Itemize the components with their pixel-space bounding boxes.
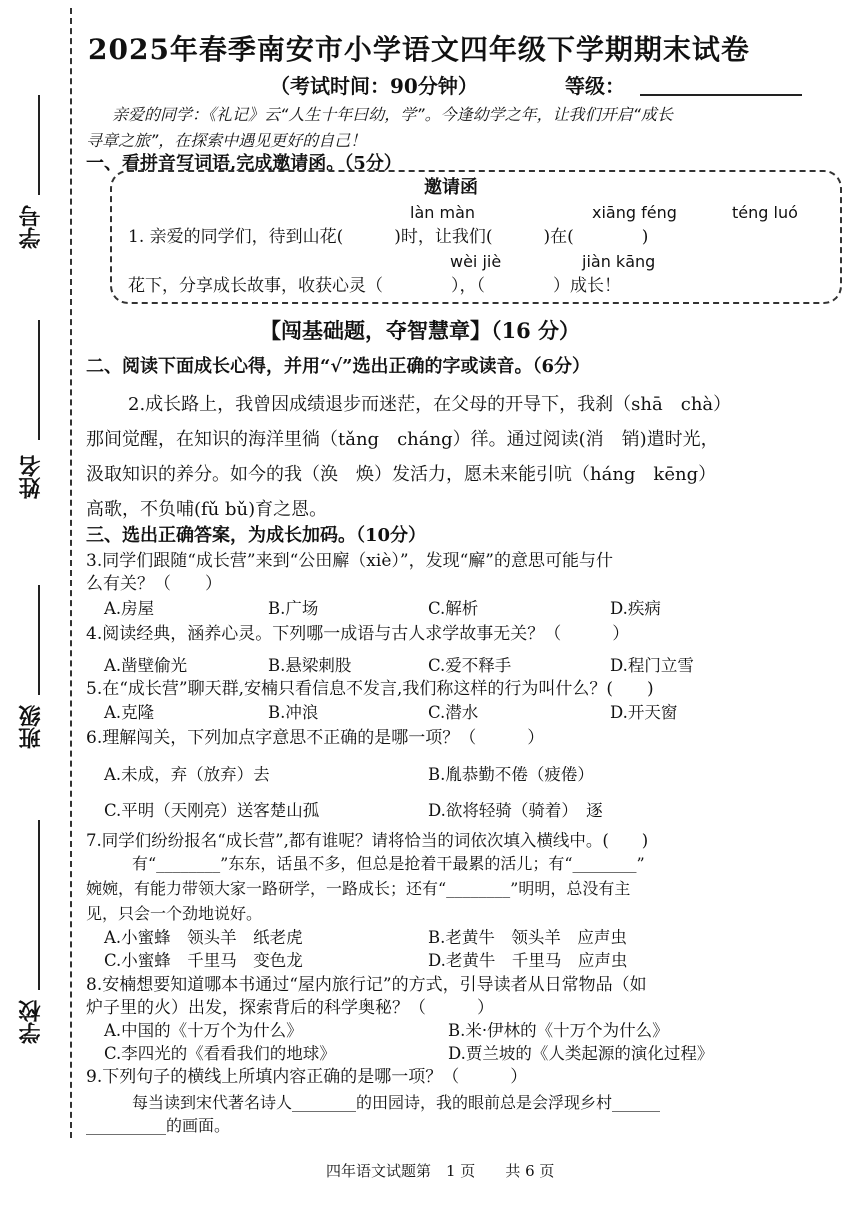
q3-option-b[interactable]: B.广场 [268, 599, 319, 618]
invitation-line-2: 花下，分享成长故事，收获心灵（ ），（ ）成长！ [128, 276, 621, 296]
invitation-line-1: 1. 亲爱的同学们，待到山花( )时，让我们( )在( ) [128, 227, 649, 247]
label-xingming: 姓名 [18, 455, 44, 499]
passage-line-3: 汲取知识的养分。如今的我（涣 焕）发活力，愿未来能引吭（háng kēng） [86, 464, 717, 485]
intro-line-2: 寻章之旅”，在探索中遇见更好的自己！ [86, 131, 367, 150]
question-3-line-2: 么有关？（ ） [86, 574, 222, 594]
question-7-line-1: 有“________”东东，话虽不多，但总是抢着干最累的活儿；有“________” [132, 854, 645, 873]
question-6: 6.理解闯关，下列加点字意思不正确的是哪一项？（ ） [86, 728, 545, 748]
section-1-title: 一、看拼音写词语,完成邀请函。（5分） [86, 153, 402, 174]
pinyin-xiangfeng: xiāng féng [592, 203, 677, 222]
q7-option-a[interactable]: A.小蜜蜂 领头羊 纸老虎 [104, 928, 303, 947]
question-5: 5.在“成长营”聊天群,安楠只看信息不发言,我们称这样的行为叫什么？( ) [86, 679, 654, 699]
q3-option-a[interactable]: A.房屋 [104, 599, 155, 618]
label-banji: 班级 [18, 705, 44, 749]
question-7-line-3: 见，只会一个劲地说好。 [86, 904, 263, 923]
q5-option-b[interactable]: B.冲浪 [268, 703, 319, 722]
banji-line [38, 585, 40, 695]
q3-option-d[interactable]: D.疾病 [610, 599, 661, 618]
question-7-line-2: 婉婉，有能力带领大家一路研学，一路成长；还有“________”明明，总没有主 [86, 879, 631, 898]
q7-option-c[interactable]: C.小蜜蜂 千里马 变色龙 [104, 951, 303, 970]
section-2-title: 二、阅读下面成长心得，并用“√”选出正确的字或读音。（6分） [86, 356, 591, 377]
pinyin-lanman: làn màn [410, 203, 476, 222]
question-7: 7.同学们纷纷报名“成长营”,都有谁呢？请将恰当的词依次填入横线中。( ) [86, 831, 649, 850]
q4-option-a[interactable]: A.凿壁偷光 [104, 656, 188, 675]
q3-option-c[interactable]: C.解析 [428, 599, 479, 618]
passage-line-4: 高歌，不负哺(fǔ bǔ)育之恩。 [86, 499, 328, 520]
q7-option-b[interactable]: B.老黄牛 领头羊 应声虫 [428, 928, 627, 947]
q6-option-b[interactable]: B.胤恭勤不倦（疲倦） [428, 765, 594, 784]
question-8-line-2: 炉子里的火）出发，探索背后的科学奥秘？（ ） [86, 998, 494, 1018]
xuehao-line [38, 95, 40, 195]
grade-blank[interactable] [640, 94, 802, 96]
q6-option-a[interactable]: A.未成，弃（放弃）去 [104, 765, 270, 784]
pinyin-weijie: wèi jiè [450, 252, 502, 271]
question-8-line-1: 8.安楠想要知道哪本书通过“屋内旅行记”的方式，引导读者从日常物品（如 [86, 975, 647, 995]
grade-label: 等级： [565, 74, 625, 98]
intro-line-1: 亲爱的同学：《礼记》云“人生十年曰幼，学”。今逢幼学之年，让我们开启“成长 [112, 105, 673, 124]
binding-dashed-line [70, 8, 72, 1138]
question-3-line-1: 3.同学们跟随“成长营”来到“公田廨（xiè）”，发现“廨”的意思可能与什 [86, 551, 613, 571]
passage-line-1: 2.成长路上，我曾因成绩退步而迷茫，在父母的开导下，我刹（shā chà） [128, 394, 732, 415]
xingming-line [38, 320, 40, 440]
part-title: 【闯基础题，夺智慧章】（16 分） [260, 318, 581, 343]
pinyin-jiankang: jiàn kāng [582, 252, 656, 271]
label-xuehao: 学号 [18, 205, 44, 249]
xuexiao-line [38, 820, 40, 990]
page-footer: 四年语文试题第 1 页 共 6 页 [326, 1162, 555, 1180]
q5-option-a[interactable]: A.克隆 [104, 703, 155, 722]
passage-line-2: 那间觉醒，在知识的海洋里徜（tǎng cháng）徉。通过阅读(消 销)遣时光， [86, 429, 719, 450]
question-9-line-1: 每当读到宋代著名诗人________的田园诗，我的眼前总是会浮现乡村______ [132, 1093, 661, 1112]
q7-option-d[interactable]: D.老黄牛 千里马 应声虫 [428, 951, 628, 970]
question-9-line-2: __________的画面。 [86, 1116, 231, 1135]
q8-option-d[interactable]: D.贾兰坡的《人类起源的演化过程》 [448, 1044, 714, 1063]
q4-option-d[interactable]: D.程门立雪 [610, 656, 694, 675]
exam-title: 2025年春季南安市小学语文四年级下学期期末试卷 [88, 33, 750, 66]
q8-option-a[interactable]: A.中国的《十万个为什么》 [104, 1021, 303, 1040]
q8-option-c[interactable]: C.李四光的《看看我们的地球》 [104, 1044, 336, 1063]
question-9: 9.下列句子的横线上所填内容正确的是哪一项？（ ） [86, 1067, 528, 1087]
q5-option-d[interactable]: D.开天窗 [610, 703, 678, 722]
exam-time: （考试时间：90分钟） [270, 74, 478, 98]
q8-option-b[interactable]: B.米·伊林的《十万个为什么》 [448, 1021, 669, 1040]
q6-option-d[interactable]: D.欲将轻骑（骑着） 逐 [428, 801, 603, 820]
section-3-title: 三、选出正确答案，为成长加码。（10分） [86, 525, 427, 546]
q6-option-c[interactable]: C.平明（天刚亮）送客楚山孤 [104, 801, 320, 820]
q4-option-b[interactable]: B.悬梁刺股 [268, 656, 352, 675]
question-4: 4.阅读经典，涵养心灵。下列哪一成语与古人求学故事无关？（ ） [86, 624, 630, 644]
invitation-title: 邀请函 [424, 177, 478, 198]
label-xuexiao: 学校 [18, 1000, 44, 1044]
q5-option-c[interactable]: C.潜水 [428, 703, 479, 722]
pinyin-tengluo: téng luó [732, 203, 798, 222]
q4-option-c[interactable]: C.爱不释手 [428, 656, 512, 675]
